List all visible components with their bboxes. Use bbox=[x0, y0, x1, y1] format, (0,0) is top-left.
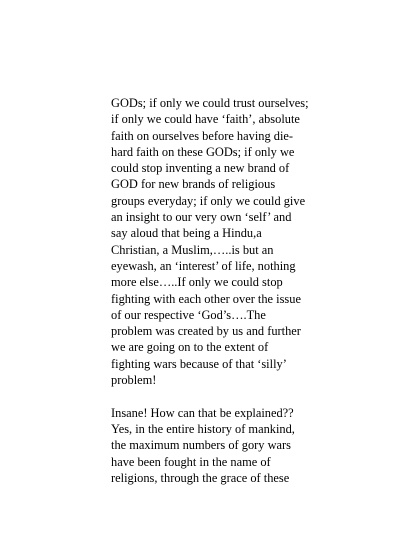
text-line: the maximum numbers of gory wars bbox=[111, 438, 291, 453]
text-line: Insane! How can that be explained?? bbox=[111, 405, 294, 420]
text-line: have been fought in the name of bbox=[111, 454, 271, 469]
body-text bbox=[111, 95, 326, 486]
text-line: GODs; if only we could trust ourselves; bbox=[111, 96, 309, 110]
text-line: religions, through the grace of these bbox=[111, 470, 290, 485]
text-line: more else…..If only we could stop bbox=[111, 275, 283, 290]
text-line: say aloud that being a Hindu,a bbox=[111, 226, 262, 241]
paragraph-gap bbox=[111, 388, 326, 404]
text-line: we are going on to the extent of bbox=[111, 340, 269, 355]
text-line: groups everyday; if only we could give bbox=[111, 193, 306, 208]
text-line: hard faith on these GODs; if only we bbox=[111, 144, 295, 159]
text-line: fighting wars because of that ‘silly’ bbox=[111, 356, 287, 371]
text-line: faith on ourselves before having die- bbox=[111, 128, 294, 143]
text-line: Christian, a Muslim,…..is but an bbox=[111, 242, 274, 257]
text-line: fighting with each other over the issue bbox=[111, 291, 301, 306]
text-line: if only we could have ‘faith’, absolute bbox=[111, 112, 300, 127]
text-line: Yes, in the entire history of mankind, bbox=[111, 421, 295, 436]
text-line: could stop inventing a new brand of bbox=[111, 161, 290, 176]
text-line: of our respective ‘God’s….The bbox=[111, 307, 266, 322]
text-line: problem was created by us and further bbox=[111, 324, 301, 339]
text-line: problem! bbox=[111, 373, 157, 388]
text-line: GOD for new brands of religious bbox=[111, 177, 276, 192]
text-line: eyewash, an ‘interest’ of life, nothing bbox=[111, 258, 296, 273]
text-line: an insight to our very own ‘self’ and bbox=[111, 210, 292, 225]
